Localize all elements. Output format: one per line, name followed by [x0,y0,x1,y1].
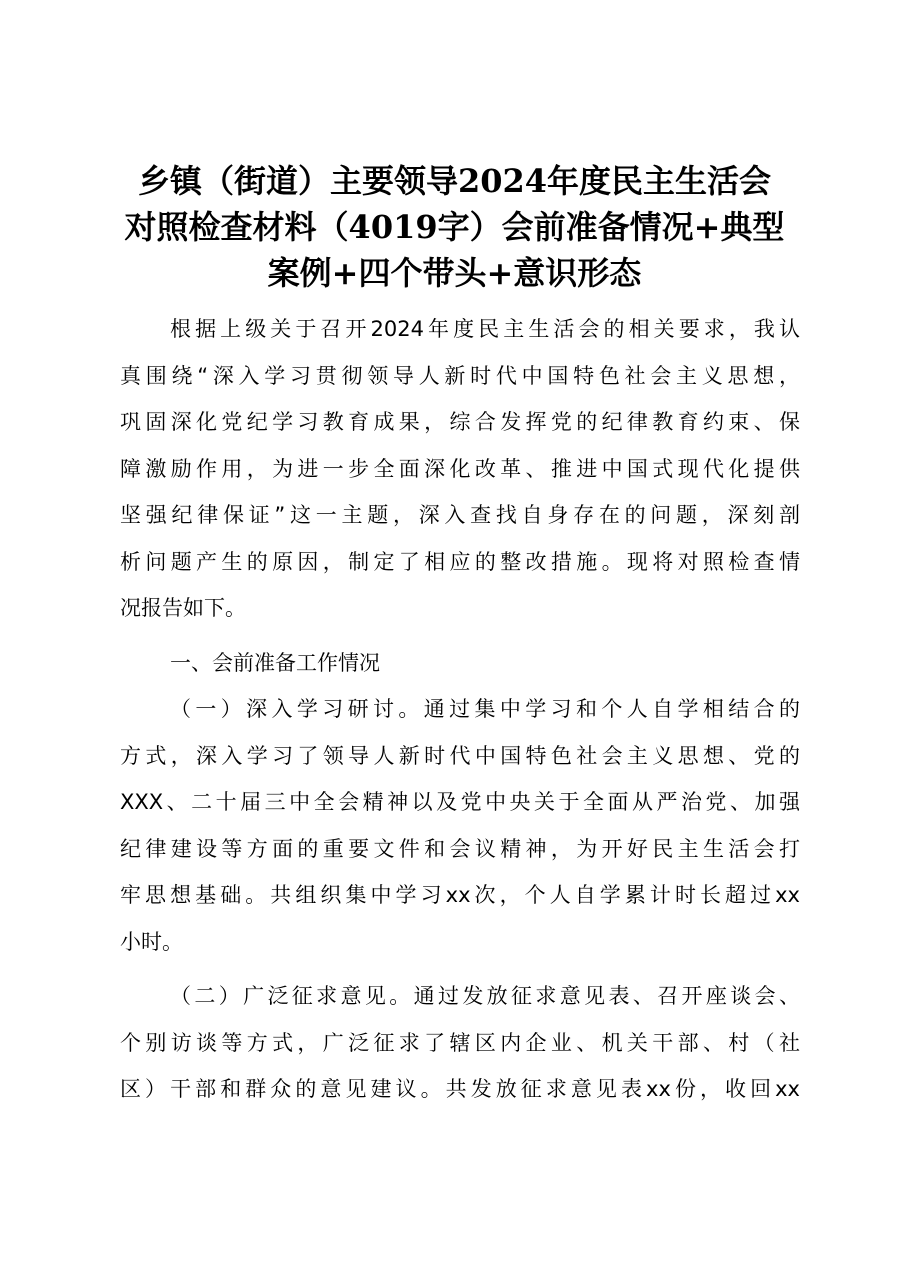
title-line: 案例+四个带头+意识形态 [267,254,642,292]
paragraph-line: 小时。 [120,929,183,954]
paragraph-line: 况报告如下。 [120,596,246,620]
paragraph-line: 巩固深化党纪学习教育成果，综合发挥党的纪律教育约束、保 [120,410,800,434]
document-body [120,306,800,1113]
paragraph-line: 真围绕“深入学习贯彻领导人新时代中国特色社会主义思想， [120,363,800,388]
paragraph-line: 坚强纪律保证”这一主题，深入查找自身存在的问题，深刻剖 [120,503,800,527]
intro-paragraph [120,306,800,632]
paragraph-line: XXX、二十届三中全会精神以及党中央关于全面从严治党、加强 [120,790,800,814]
title-line: 对照检查材料（4019字）会前准备情况+典型 [124,208,785,246]
paragraph-line: 牢思想基础。共组织集中学习xx次，个人自学累计时长超过xx [120,883,800,907]
section-heading: 一、会前准备工作情况 [170,650,380,675]
paragraph-line: （二）广泛征求意见。通过发放征求意见表、召开座谈会、 [170,984,800,1008]
paragraph-line: （一）深入学习研讨。通过集中学习和个人自学相结合的 [170,697,800,721]
paragraph-line: 纪律建设等方面的重要文件和会议精神，为开好民主生活会打 [120,836,800,861]
paragraph-line: 障激励作用，为进一步全面深化改革、推进中国式现代化提供 [120,456,800,481]
paragraph-line: 方式，深入学习了领导人新时代中国特色社会主义思想、党的 [120,743,800,768]
paragraph-line: 区）干部和群众的意见建议。共发放征求意见表xx份，收回xx [120,1077,800,1101]
subsection-study-paragraph [120,686,800,965]
subsection-feedback-paragraph [120,973,800,1113]
paragraph-line: 根据上级关于召开2024年度民主生活会的相关要求，我认 [170,317,800,341]
paragraph-line: 析问题产生的原因，制定了相应的整改措施。现将对照检查情 [120,549,800,574]
document-title [100,158,809,296]
title-line: 乡镇（街道）主要领导2024年度民主生活会 [137,162,772,200]
paragraph-line: 个别访谈等方式，广泛征求了辖区内企业、机关干部、村（社 [120,1030,800,1055]
